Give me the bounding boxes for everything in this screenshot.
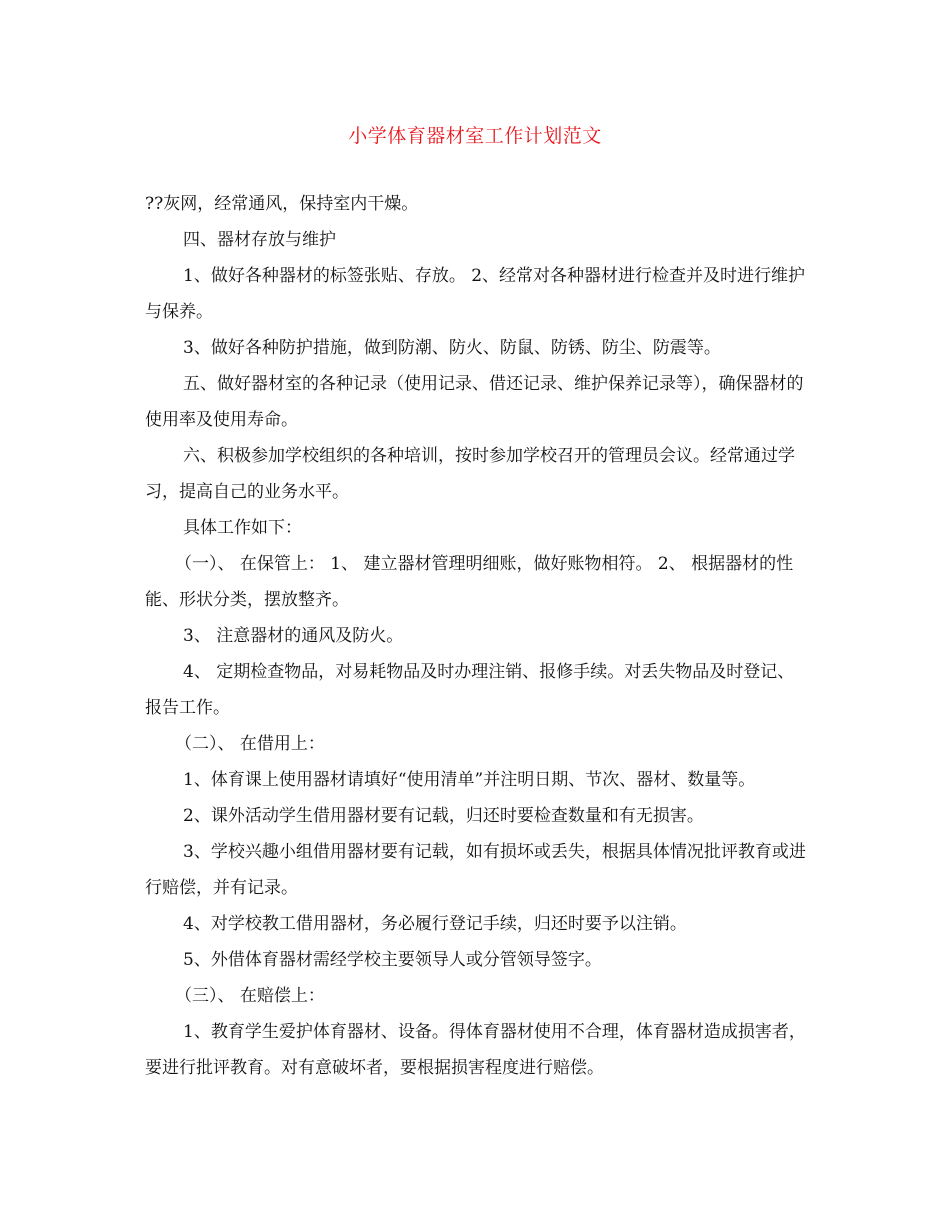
paragraph: ??灰网，经常通风，保持室内干燥。	[145, 194, 419, 214]
paragraph: 五、做好器材室的各种记录（使用记录、借还记录、维护保养记录等），确保器材的使用率及使用寿命。	[145, 374, 804, 430]
section-heading: （二）、 在借用上：	[175, 734, 325, 754]
paragraph: 六、积极参加学校组织的各种培训，按时参加学校召开的管理员会议。经常通过学习，提高自己的业务水平。	[145, 446, 795, 502]
paragraph: 5、外借体育器材需经学校主要领导人或分管领导签字。	[183, 950, 602, 970]
paragraph: 3、学校兴趣小组借用器材要有记载，如有损坏或丢失，根据具体情况批评教育或进行赔偿，并有记录。	[145, 842, 806, 898]
document-title: 小学体育器材室工作计划范文	[348, 125, 602, 147]
paragraph: 1、教育学生爱护体育器材、设备。得体育器材使用不合理，体育器材造成损害者，要进行批评教育。对有意破坏者，要根据损害程度进行赔偿。	[145, 1022, 806, 1078]
paragraph: 3、做好各种防护措施，做到防潮、防火、防鼠、防锈、防尘、防震等。	[183, 338, 721, 358]
paragraph: 1、体育课上使用器材请填好“使用清单”并注明日期、节次、器材、数量等。	[183, 770, 756, 790]
paragraph: 3、 注意器材的通风及防火。	[183, 626, 404, 646]
section-heading: 四、器材存放与维护	[183, 230, 336, 250]
document-body	[145, 186, 810, 1086]
paragraph: 4、 定期检查物品，对易耗物品及时办理注销、报修手续。对丢失物品及时登记、报告工作。	[145, 662, 795, 718]
paragraph: 4、对学校教工借用器材，务必履行登记手续，归还时要予以注销。	[183, 914, 687, 934]
paragraph: 2、课外活动学生借用器材要有记载，归还时要检查数量和有无损害。	[183, 806, 704, 826]
paragraph: （一）、 在保管上： 1、 建立器材管理明细账，做好账物相符。 2、 根据器材的性能、形状分类，摆放整齐。	[145, 554, 794, 610]
paragraph: 1、做好各种器材的标签张贴、存放。 2、经常对各种器材进行检查并及时进行维护与保养。	[145, 266, 806, 322]
section-heading: （三）、 在赔偿上：	[175, 986, 325, 1006]
section-heading: 具体工作如下：	[183, 518, 302, 538]
